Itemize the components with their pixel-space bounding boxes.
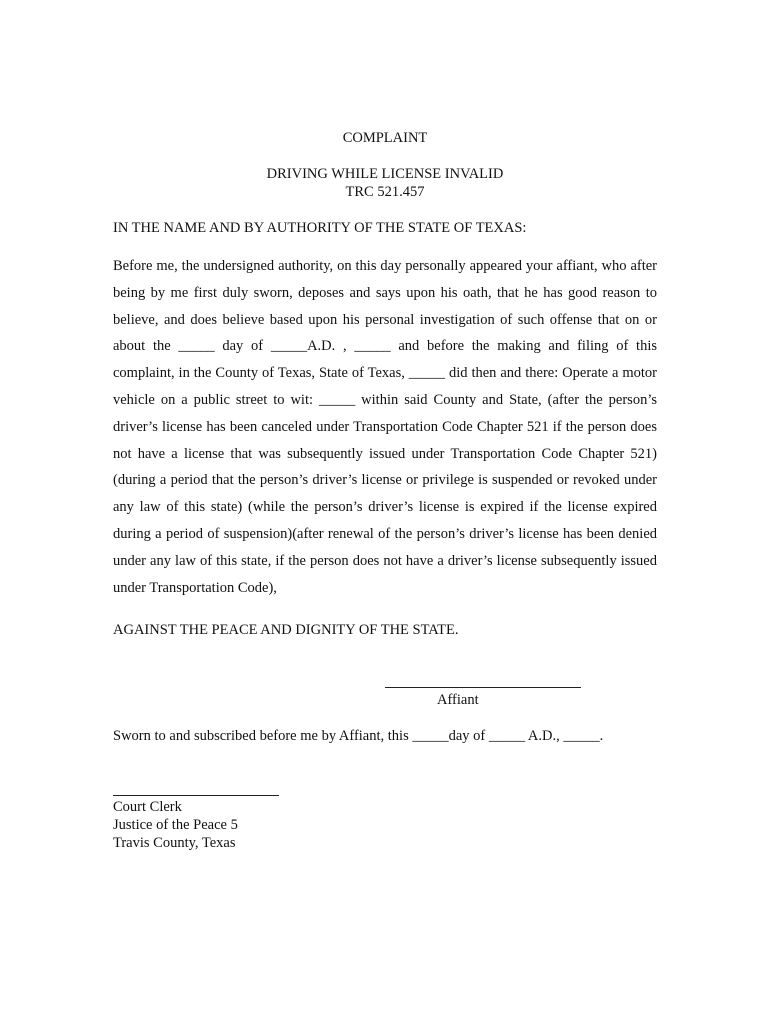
affiant-label: Affiant <box>437 692 479 708</box>
against-line: AGAINST THE PEACE AND DIGNITY OF THE STATE. <box>113 622 459 638</box>
offense-title: DRIVING WHILE LICENSE INVALID <box>266 166 504 182</box>
complaint-paragraph: Before me, the undersigned authority, on this day personally appeared your affiant, who after being by me first duly sworn, deposes and says upon his oath, that he has good reason to believe, and does believe based upon his personal investigation of such offense that on or about the _____ day of _____A.D. , _____ and before the making and filing of this complaint, in the County of Texas, State of Texas, _____ did then and there: Operate a motor vehicle on a public street to wit: _____ within said County and State, (after the person’s driver’s license has been canceled under Transportation Code Chapter 521 if the person does not have a license that was subsequently issued under Transportation Code Chapter 521) (during a period that the person’s driver’s license or privilege is suspended or revoked under any law of this state) (while the person’s driver’s license is expired if the license expired during a period of suspension)(after renewal of the person’s driver’s license has been denied under any law of this state, if the person does not have a driver’s license subsequently issued under Transportation Code), <box>113 258 657 596</box>
statute-reference: TRC 521.457 <box>345 184 425 200</box>
complaint-body <box>113 253 657 601</box>
clerk-title: Court Clerk <box>113 799 182 815</box>
court-name: Justice of the Peace 5 <box>113 817 238 833</box>
document-title: COMPLAINT <box>342 130 428 146</box>
sworn-statement: Sworn to and subscribed before me by Affiant, this _____day of _____ A.D., _____. <box>113 728 604 744</box>
county-name: Travis County, Texas <box>113 835 236 851</box>
affiant-signature-line <box>385 687 581 688</box>
authority-heading: IN THE NAME AND BY AUTHORITY OF THE STATE OF TEXAS: <box>113 220 527 236</box>
clerk-signature-line <box>113 795 279 796</box>
